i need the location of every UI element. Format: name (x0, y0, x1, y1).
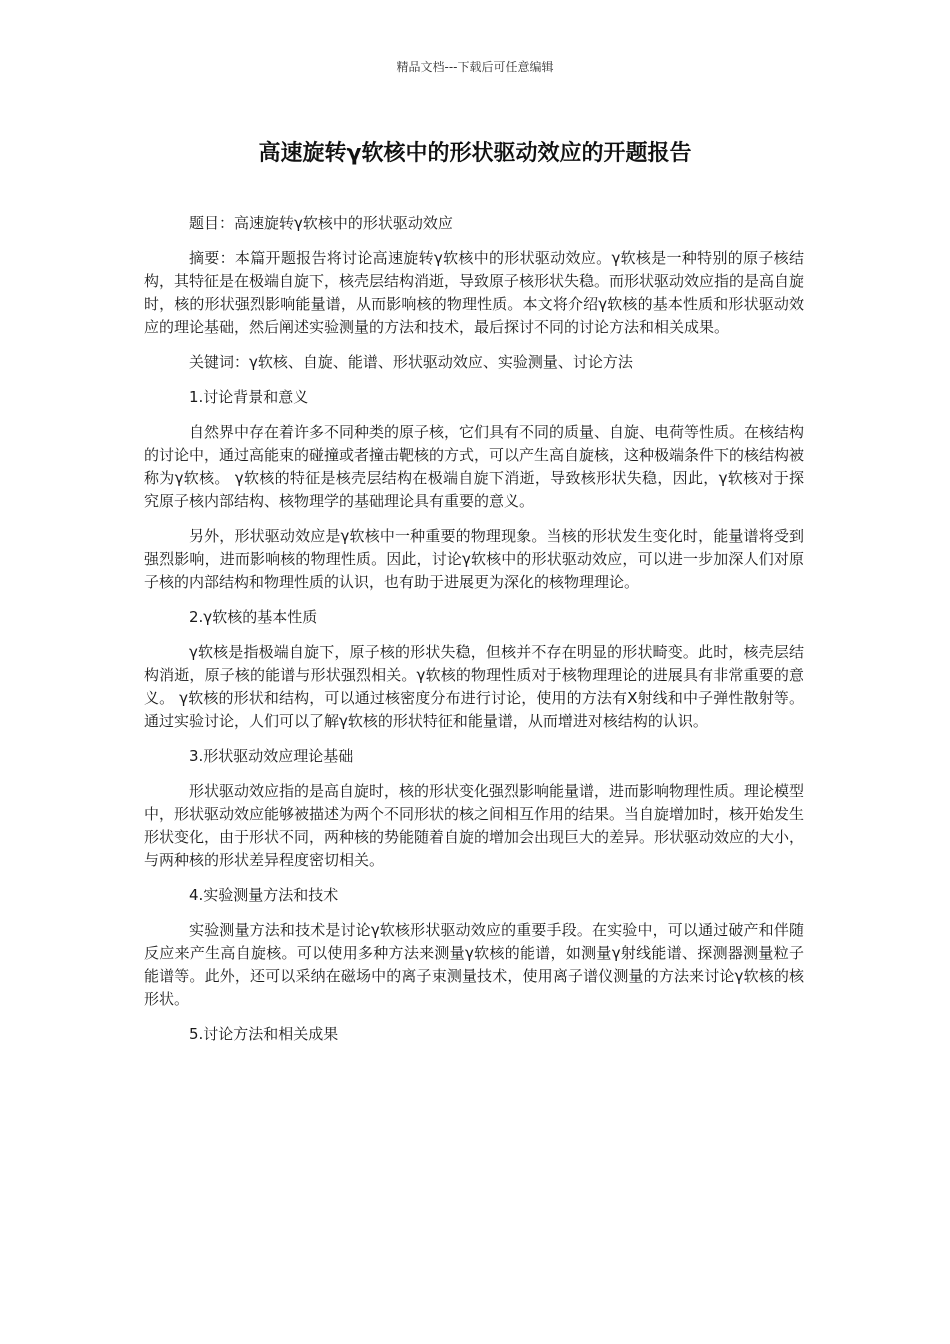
document-title: 高速旋转γ软核中的形状驱动效应的开题报告 (258, 141, 692, 166)
topic-line: 题目：高速旋转γ软核中的形状驱动效应 (189, 214, 453, 232)
section-heading: 1.讨论背景和意义 (189, 388, 309, 406)
section-heading: 3.形状驱动效应理论基础 (189, 747, 354, 765)
section-heading: 4.实验测量方法和技术 (189, 886, 339, 904)
body-paragraph: 实验测量方法和技术是讨论γ软核形状驱动效应的重要手段。在实验中，可以通过破产和伴随反应来产生高自旋核。可以使用多种方法来测量γ软核的能谱，如测量γ射线能谱、探测器测量粒子能谱等。此外，还可以采纳在磁场中的离子束测量技术，使用离子谱仪测量的方法来讨论γ软核的核形状。 (144, 921, 804, 1008)
header-note: 精品文档---下载后可任意编辑 (396, 60, 554, 74)
body-paragraph: 形状驱动效应指的是高自旋时，核的形状变化强烈影响能量谱，进而影响物理性质。理论模型中，形状驱动效应能够被描述为两个不同形状的核之间相互作用的结果。当自旋增加时，核开始发生形状变化，由于形状不同，两种核的势能随着自旋的增加会出现巨大的差异。形状驱动效应的大小，与两种核的形状差异程度密切相关。 (144, 782, 805, 869)
document-body (144, 212, 804, 1058)
keywords-line: 关键词：γ软核、自旋、能谱、形状驱动效应、实验测量、讨论方法 (189, 353, 633, 371)
section-heading: 5.讨论方法和相关成果 (189, 1025, 339, 1043)
body-paragraph: 自然界中存在着许多不同种类的原子核，它们具有不同的质量、自旋、电荷等性质。在核结构的讨论中，通过高能束的碰撞或者撞击靶核的方式，可以产生高自旋核，这种极端条件下的核结构被称为γ软核。 γ软核的特征是核壳层结构在极端自旋下消逝，导致核形状失稳，因此，γ软核对于探究原子核内部结构、核物理学的基础理论具有重要的意义。 (144, 423, 805, 510)
abstract-paragraph: 摘要：本篇开题报告将讨论高速旋转γ软核中的形状驱动效应。γ软核是一种特别的原子核结构，其特征是在极端自旋下，核壳层结构消逝，导致原子核形状失稳。而形状驱动效应指的是高自旋时，核的形状强烈影响能量谱，从而影响核的物理性质。本文将介绍γ软核的基本性质和形状驱动效应的理论基础，然后阐述实验测量的方法和技术，最后探讨不同的讨论方法和相关成果。 (144, 249, 805, 336)
section-heading: 2.γ软核的基本性质 (189, 608, 318, 626)
body-paragraph: γ软核是指极端自旋下，原子核的形状失稳，但核并不存在明显的形状畸变。此时，核壳层结构消逝，原子核的能谱与形状强烈相关。γ软核的物理性质对于核物理理论的进展具有非常重要的意义。 γ软核的形状和结构，可以通过核密度分布进行讨论，使用的方法有X射线和中子弹性散射等。通过实验讨论，人们可以了解γ软核的形状特征和能量谱，从而增进对核结构的认识。 (144, 643, 804, 730)
body-paragraph: 另外，形状驱动效应是γ软核中一种重要的物理现象。当核的形状发生变化时，能量谱将受到强烈影响，进而影响核的物理性质。因此，讨论γ软核中的形状驱动效应，可以进一步加深人们对原子核的内部结构和物理性质的认识，也有助于进展更为深化的核物理理论。 (144, 527, 804, 591)
